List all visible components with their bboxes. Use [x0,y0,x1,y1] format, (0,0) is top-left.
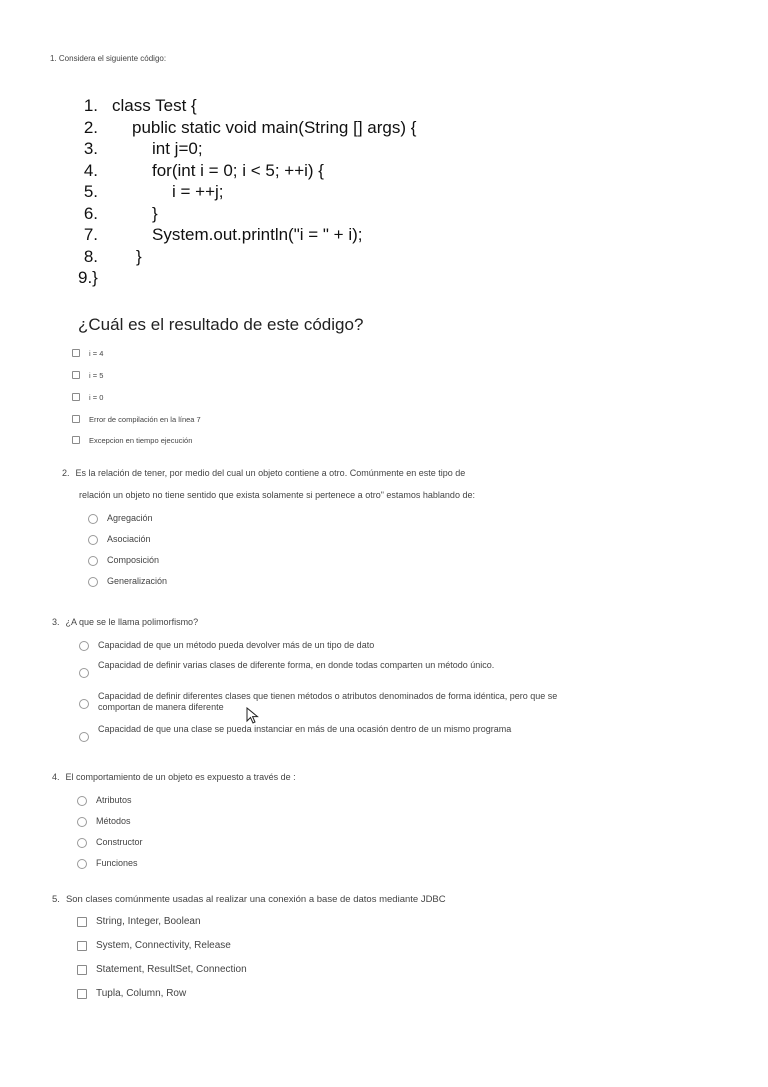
q4-option-radio[interactable] [77,817,87,827]
q3-option-label: Capacidad de definir diferentes clases que tienen métodos o atributos denominados de forma idéntica, pero que se comportan de manera diferente [98,691,558,712]
q3-option-label: Capacidad de que una clase se pueda instanciar en más de una ocasión dentro de un mismo programa [98,724,512,734]
q5-option-label: Statement, ResultSet, Connection [96,964,247,975]
q4-option-label: Constructor [96,837,143,847]
q1-option-checkbox[interactable] [72,436,80,444]
q3-option-label: Capacidad de definir varias clases de diferente forma, en donde todas comparten un método único. [98,660,495,670]
q1-option-checkbox[interactable] [72,415,80,423]
mouse-cursor-icon [246,707,260,725]
q1-option-label: i = 4 [89,349,104,358]
code-line-number: 2. [83,117,98,137]
q4-option-label: Funciones [96,858,138,868]
q2-option-label: Composición [107,555,160,565]
q2-option-radio[interactable] [88,556,98,566]
code-line: for(int i = 0; i < 5; ++i) { [152,160,324,180]
code-line-number: 3. [83,139,98,158]
q5-option-checkbox[interactable] [77,917,87,927]
code-line: } [136,246,142,266]
q5-header [52,894,446,905]
q3-option-radio[interactable] [79,732,89,742]
code-line-number: 1. [83,96,98,115]
code-line-number: 6. [83,203,98,223]
q2-text-line1: Es la relación de tener, por medio del cual un objeto contiene a otro. Comúnmente en este tipo de [75,468,466,478]
q5-option-label: System, Connectivity, Release [96,940,231,951]
q4-header [52,772,296,782]
q1-question: ¿Cuál es el resultado de este código? [78,315,364,334]
q5-option-label: String, Integer, Boolean [96,916,201,927]
q4-option-radio[interactable] [77,796,87,806]
q2-option-label: Asociación [107,534,151,544]
q5-text: Son clases comúnmente usadas al realizar una conexión a base de datos mediante JDBC [65,894,446,905]
q3-option-label: Capacidad de que un método pueda devolver más de un tipo de dato [98,640,375,650]
q3-option-radio[interactable] [79,641,89,651]
q2-option-label: Agregación [107,513,153,523]
q1-option-checkbox[interactable] [72,349,80,357]
code-line: System.out.println("i = " + i); [152,225,363,244]
code-line-number: 9.} [78,268,98,287]
code-block [78,95,498,295]
q2-number: 2. [62,468,70,478]
q1-option-checkbox[interactable] [72,371,80,379]
q4-number: 4. [52,772,60,782]
code-line-number: 7. [83,225,98,244]
q3-number: 3. [52,617,60,627]
code-line: class Test { [112,96,197,115]
code-line-number: 8. [83,246,98,266]
q4-option-radio[interactable] [77,859,87,869]
q3-option-radio[interactable] [79,668,89,678]
q3-header [52,617,198,627]
code-line-number: 4. [83,160,98,180]
code-line: int j=0; [152,139,203,158]
q4-text: El comportamiento de un objeto es expuesto a través de : [65,772,296,782]
code-line: } [152,203,158,223]
q1-option-label: i = 0 [89,393,104,402]
code-line-number: 5. [83,182,98,201]
q5-option-checkbox[interactable] [77,941,87,951]
q2-option-radio[interactable] [88,514,98,524]
q5-option-label: Tupla, Column, Row [96,988,187,999]
q1-option-checkbox[interactable] [72,393,80,401]
q5-option-checkbox[interactable] [77,965,87,975]
q4-option-radio[interactable] [77,838,87,848]
code-line: public static void main(String [] args) { [132,117,417,137]
q3-text: ¿A que se le llama polimorfismo? [65,617,199,627]
q4-option-label: Métodos [96,816,131,826]
q2-option-radio[interactable] [88,577,98,587]
q1-header: 1. Considera el siguiente código: [50,54,167,63]
code-line: i = ++j; [172,182,224,201]
q1-option-label: Excepcion en tiempo ejecución [89,436,193,445]
q4-option-label: Atributos [96,795,132,805]
q2-option-radio[interactable] [88,535,98,545]
q3-option-radio[interactable] [79,699,89,709]
q5-number: 5. [52,894,60,905]
q2-option-label: Generalización [107,576,168,586]
q1-option-label: i = 5 [89,371,104,380]
q2-header [62,468,465,478]
q2-text-line2: relación un objeto no tiene sentido que exista solamente si pertenece a otro" estamos hablando de: [79,490,475,500]
q1-option-label: Error de compilación en la línea 7 [89,415,201,424]
q5-option-checkbox[interactable] [77,989,87,999]
